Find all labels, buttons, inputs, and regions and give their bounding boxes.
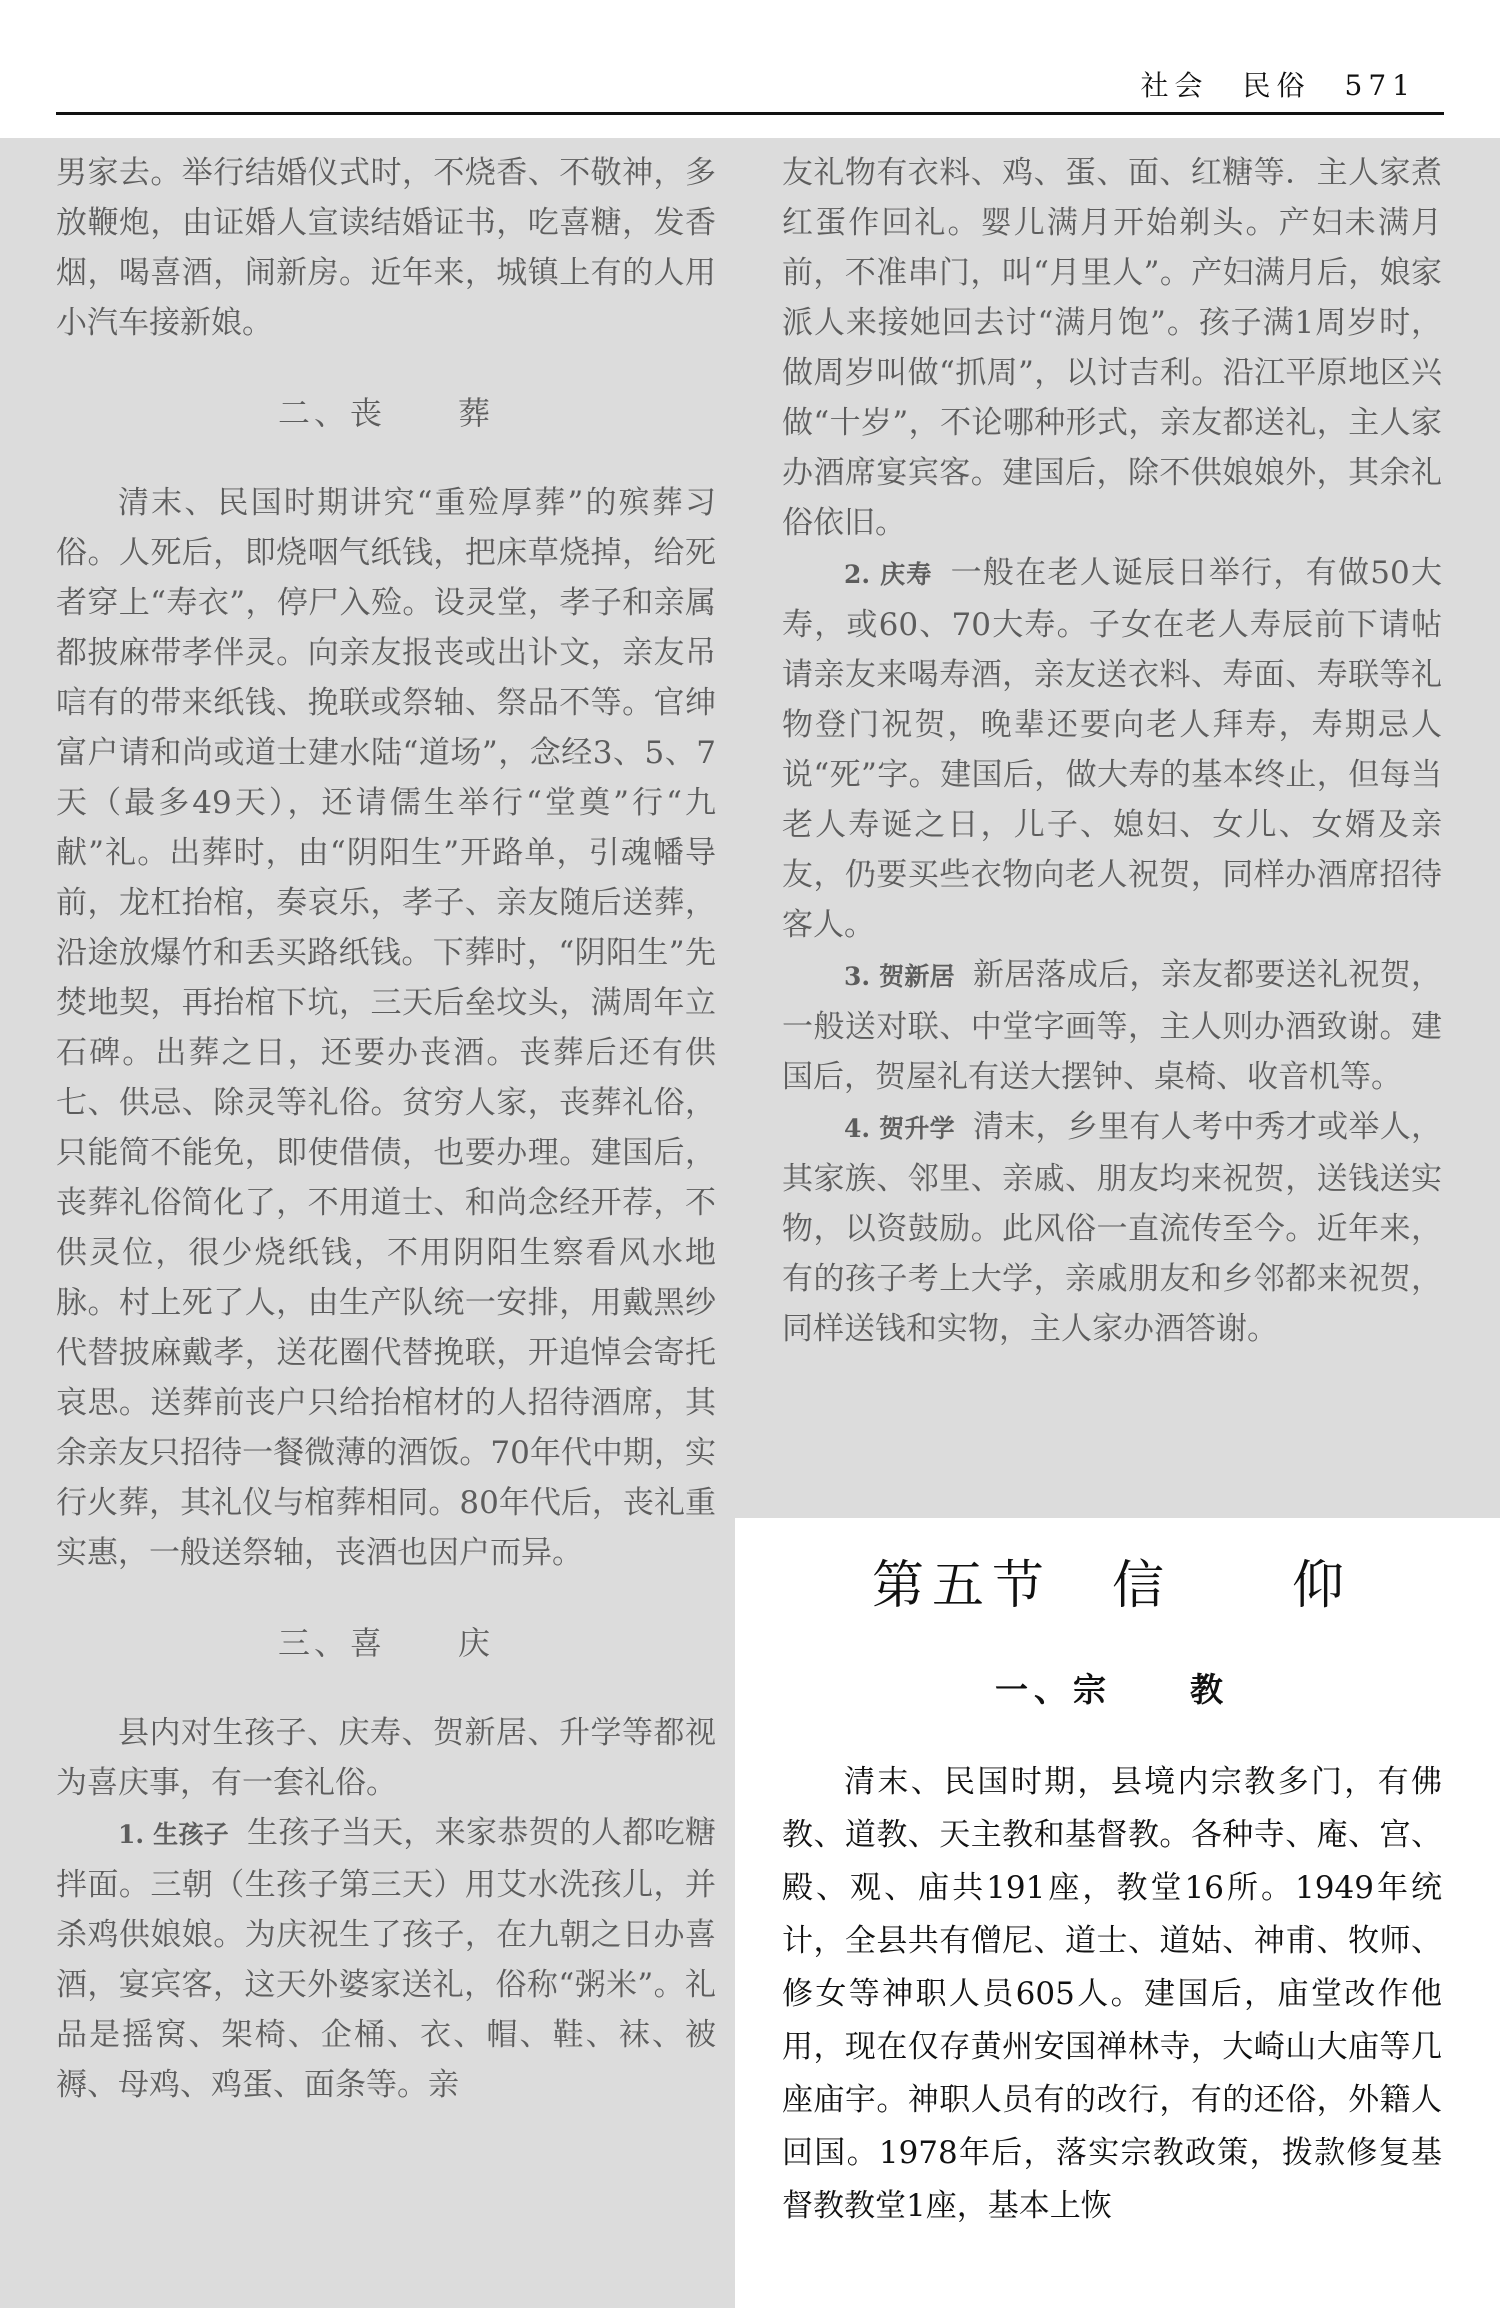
page-header: 社会 民俗 571 [1140, 69, 1416, 102]
house-label: 3. 贺新居 [844, 962, 955, 991]
paragraph-religion: 清末、民国时期，县境内宗教多门，有佛教、道教、天主教和基督教。各种寺、庵、宫、殿、观、庙共191座，教堂16所。1949年统计，全县共有僧尼、道士、道姑、神甫、牧师、修女等神职人员605人。建国后，庙堂改作他用，现在仅存黄州安国禅林寺，大崎山大庙等几座庙宇。神职人员有的改行，有的还俗，外籍人回国。1978年后，落实宗教政策，拨款修复基督教教堂1座，基本上恢 [782, 1764, 1442, 2224]
birth-label: 1. 生孩子 [118, 1820, 229, 1849]
paragraph-celebration: 县内对生孩子、庆寿、贺新居、升学等都视为喜庆事，有一套礼俗。 [56, 1715, 716, 1801]
paragraph-birth-cont: 友礼物有衣料、鸡、蛋、面、红糖等．主人家煮红蛋作回礼。婴儿满月开始剃头。产妇未满月前，不准串门，叫“月里人”。产妇满月后，娘家派人来接她回去讨“满月饱”。孩子满1周岁时，做周岁叫做“抓周”，以讨吉利。沿江平原地区兴做“十岁”，不论哪种形式，亲友都送礼，主人家办酒席宴宾客。建国后，除不供娘娘外，其余礼俗依旧。 [782, 155, 1442, 541]
right-column-bottom [782, 1556, 1442, 2233]
birth-text: 生孩子当天，来家恭贺的人都吃糖拌面。三朝（生孩子第三天）用艾水洗孩儿，并杀鸡供娘娘。为庆祝生了孩子，在九朝之日办喜酒，宴宾客，这天外婆家送礼，俗称“粥米”。礼品是摇窝、架椅、企桶、衣、帽、鞋、袜、被褥、母鸡、鸡蛋、面条等。亲 [56, 1815, 717, 2103]
birthday-text: 一般在老人诞辰日举行，有做50大寿，或60、70大寿。子女在老人寿辰前下请帖请亲友来喝寿酒，亲友送衣料、寿面、寿联等礼物登门祝贺，晚辈还要向老人拜寿，寿期忌人说“死”字。建国后，做大寿的基本终止，但每当老人寿诞之日，儿子、媳妇、女儿、女婿及亲友，仍要买些衣物向老人祝贺，同样办酒席招待客人。 [782, 555, 1442, 943]
heading-celebration: 三、喜 庆 [277, 1624, 494, 1662]
header-rule [56, 112, 1444, 115]
paragraph-school [782, 1102, 1442, 1354]
birthday-label: 2. 庆寿 [844, 560, 933, 589]
paragraph-birth [56, 1808, 716, 2110]
paragraph-marriage-end: 男家去。举行结婚仪式时，不烧香、不敬神，多放鞭炮，由证婚人宣读结婚证书，吃喜糖，发香烟，喝喜酒，闹新房。近年来，城镇上有的人用小汽车接新娘。 [56, 155, 716, 341]
heading-funeral: 二、丧 葬 [277, 394, 494, 432]
section-title: 第五节 信 仰 [871, 1556, 1352, 1616]
right-column-top [782, 148, 1442, 1354]
paragraph-birthday [782, 548, 1442, 950]
left-column [56, 148, 716, 2110]
school-text: 清末，乡里有人考中秀才或举人，其家族、邻里、亲戚、朋友均来祝贺，送钱送实物，以资鼓励。此风俗一直流传至今。近年来，有的孩子考上大学，亲戚朋友和乡邻都来祝贺，同样送钱和实物，主人家办酒答谢。 [782, 1109, 1443, 1347]
paragraph-house [782, 950, 1442, 1102]
section-subtitle: 一、宗 教 [995, 1670, 1229, 1709]
paragraph-funeral: 清末、民国时期讲究“重殓厚葬”的殡葬习俗。人死后，即烧咽气纸钱，把床草烧掉，给死者穿上“寿衣”，停尸入殓。设灵堂，孝子和亲属都披麻带孝伴灵。向亲友报丧或出讣文，亲友吊唁有的带来纸钱、挽联或祭轴、祭品不等。官绅富户请和尚或道士建水陆“道场”，念经3、5、7天（最多49天），还请儒生举行“堂奠”行“九献”礼。出葬时，由“阴阳生”开路单，引魂幡导前，龙杠抬棺，奏哀乐，孝子、亲友随后送葬，沿途放爆竹和丢买路纸钱。下葬时，“阴阳生”先焚地契，再抬棺下坑，三天后垒坟头，满周年立石碑。出葬之日，还要办丧酒。丧葬后还有供七、供忌、除灵等礼俗。贫穷人家，丧葬礼俗，只能简不能免，即使借债，也要办理。建国后，丧葬礼俗简化了，不用道士、和尚念经开荐，不供灵位，很少烧纸钱，不用阴阳生察看风水地脉。村上死了人，由生产队统一安排，用戴黑纱代替披麻戴孝，送花圈代替挽联，开追悼会寄托哀思。送葬前丧户只给抬棺材的人招待酒席，其余亲友只招待一餐微薄的酒饭。70年代中期，实行火葬，其礼仪与棺葬相同。80年代后，丧礼重实惠，一般送祭轴，丧酒也因户而异。 [56, 485, 716, 1571]
house-text: 新居落成后，亲友都要送礼祝贺，一般送对联、中堂字画等，主人则办酒致谢。建国后，贺屋礼有送大摆钟、桌椅、收音机等。 [782, 957, 1443, 1095]
school-label: 4. 贺升学 [844, 1114, 955, 1143]
